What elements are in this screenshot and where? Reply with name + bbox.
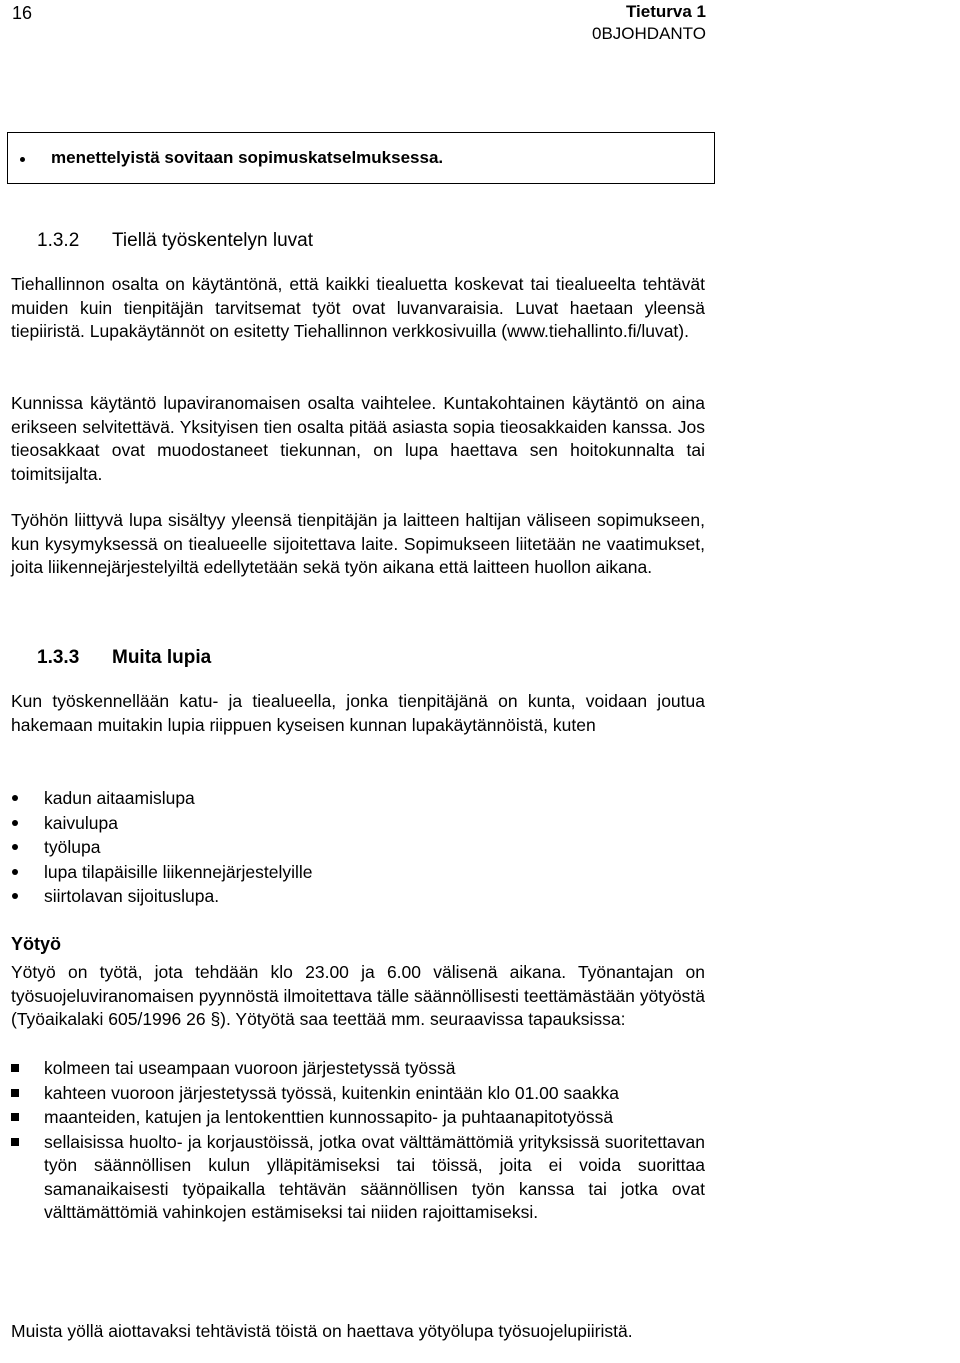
page-number: 16: [12, 3, 33, 23]
list-item: kadun aitaamislupa: [11, 786, 705, 811]
list-item: kolmeen tai useampaan vuoroon järjestetyssä työssä: [11, 1057, 705, 1081]
bullet-icon: [20, 157, 25, 162]
list-item: työlupa: [11, 835, 705, 860]
bullet-icon: [12, 795, 18, 801]
running-title: Tieturva 1: [625, 2, 706, 21]
running-subtitle: 0BJOHDANTO: [592, 24, 706, 43]
night-work-list: [11, 1057, 705, 1226]
section-number: 1.3.3: [37, 647, 80, 668]
subheading-night-work: Yötyö: [11, 934, 62, 954]
list-item: maanteiden, katujen ja lentokenttien kunnossapito- ja puhtaanapitotyössä: [11, 1106, 705, 1130]
section-number: 1.3.2: [37, 230, 80, 251]
permit-list: [11, 786, 705, 909]
section-title: Tiellä työskentelyn luvat: [112, 230, 314, 251]
bullet-icon: [12, 820, 18, 826]
paragraph: Kun työskennellään katu- ja tiealueella, jonka tienpitäjänä on kunta, voidaan joutua hakemaan muitakin lupia riippuen kyseisen kunnan lupakäytännöistä, kuten: [11, 691, 705, 735]
paragraph: Työhön liittyvä lupa sisältyy yleensä tienpitäjän ja laitteen haltijan väliseen sopimukseen, kun kysymyksessä on tiealueelle sijoitettava laite. Sopimukseen liitetään ne vaatimukset, joita liikennejärjestelyiltä edellytetään sekä työn aikana että laitteen huollon aikana.: [11, 510, 705, 577]
list-item: kaivulupa: [11, 811, 705, 836]
square-bullet-icon: [11, 1089, 19, 1097]
list-item: lupa tilapäisille liikennejärjestelyille: [11, 860, 705, 885]
bullet-icon: [12, 893, 18, 899]
list-item: sellaisissa huolto- ja korjaustöissä, jotka ovat välttämättömiä yrityksissä suoritettavan työn säännöllisen kulun ylläpitämiseksi tai töissä, joita ei voida suorittaa samanaikaisesti työpaikalla tehtävän säännöllisen työn kanssa tai jotka ovat välttämättömiä vahinkojen estämiseksi tai niiden rajoittamiseksi.: [11, 1131, 705, 1225]
boxed-note: [7, 132, 715, 184]
square-bullet-icon: [11, 1064, 19, 1072]
paragraph: Kunnissa käytäntö lupaviranomaisen osalta vaihtelee. Kuntakohtainen käytäntö on aina erikseen selvitettävä. Yksityisen tien osalta pitää asiasta sopia tieosakkaiden kanssa. Jos tieosakkaat ovat muodostaneet tiekunnan, on lupa haettava sen hoitokunnalta tai toimitsijalta.: [11, 393, 705, 484]
paragraph: Yötyö on työtä, jota tehdään klo 23.00 ja 6.00 välisenä aikana. Työnantajan on työsuojeluviranomaisen pyynnöstä ilmoitettava tälle säännöllisesti teettämästään yötyöstä (Työaikalaki 605/1996 26 §). Yötyötä saa teettää mm. seuraavissa tapauksissa:: [11, 962, 705, 1029]
bullet-icon: [12, 869, 18, 875]
boxed-note-text: menettelyistä sovitaan sopimuskatselmuksessa.: [51, 148, 444, 167]
paragraph: Muista yöllä aiottavaksi tehtävistä töistä on haettava yötyölupa työsuojelupiiristä.: [11, 1321, 633, 1341]
square-bullet-icon: [11, 1138, 19, 1146]
paragraph: Tiehallinnon osalta on käytäntönä, että kaikki tiealuetta koskevat tai tiealueelta tehtävät muiden kuin tienpitäjän tarvitsemat työt ovat luvanvaraisia. Luvat haetaan yleensä tiepiiristä. Lupakäytännöt on esitetty Tiehallinnon verkkosivuilla (www.tiehallinto.fi/luvat).: [11, 274, 705, 341]
list-item: siirtolavan sijoituslupa.: [11, 884, 705, 909]
section-title: Muita lupia: [112, 647, 212, 668]
bullet-icon: [12, 844, 18, 850]
list-item: kahteen vuoroon järjestetyssä työssä, kuitenkin enintään klo 01.00 saakka: [11, 1082, 705, 1106]
square-bullet-icon: [11, 1113, 19, 1121]
